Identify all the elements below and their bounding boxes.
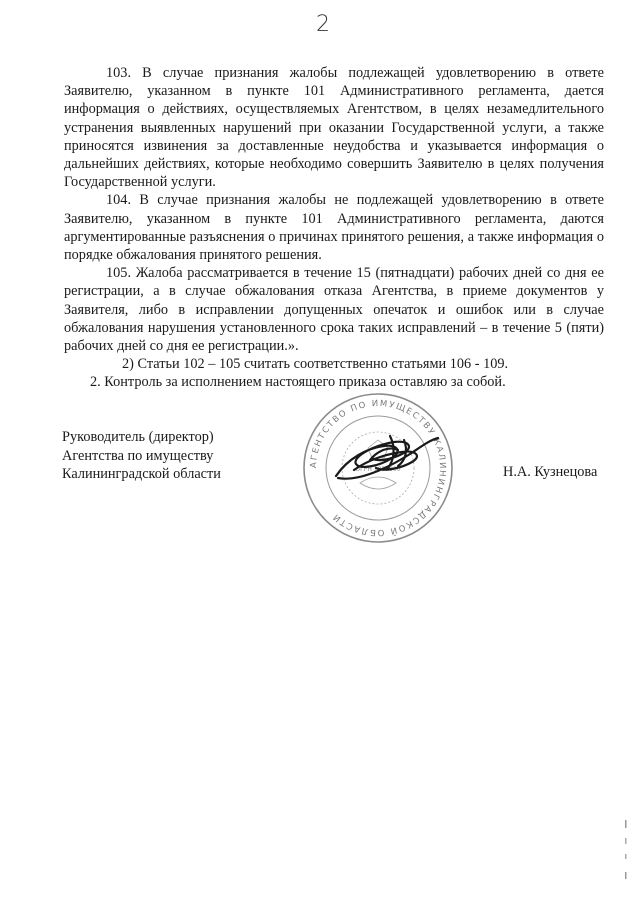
page-number: 2: [316, 12, 330, 37]
position-line: Калининградской области: [62, 466, 221, 482]
stamp-center-text: ОГРН 1023900: [355, 466, 401, 473]
document-body: [64, 64, 604, 392]
position-line: Руководитель (директор): [62, 429, 214, 445]
official-stamp: [298, 388, 458, 548]
paragraph-103: 103. В случае признания жалобы подлежащей удовлетворению в ответе Заявителю, указанном в пункте 101 Административного регламента, дается информация о действиях, осуществляемых Агентством, в целях незамедлительного устранения выявленных нарушений при оказании Государственной услуги, а также приносятся извинения за доставленные неудобства и указывается информация о дальнейших действиях, которые необходимо совершить Заявителю в целях получения Государственной услуги.: [64, 65, 604, 191]
stamp-ring-text: АГЕНТСТВО ПО ИМУЩЕСТВУ КАЛИНИНГРАДСКОЙ ОБЛАСТИ: [308, 398, 448, 538]
signatory-name: Н.А. Кузнецова: [503, 464, 598, 480]
paragraph-control: 2. Контроль за исполнением настоящего приказа оставляю за собой.: [90, 374, 506, 391]
paragraph-item-2-articles: 2) Статьи 102 – 105 считать соответственно статьями 106 - 109.: [122, 356, 509, 373]
signatory-position: [62, 428, 221, 484]
paragraph-104: 104. В случае признания жалобы не подлежащей удовлетворению в ответе Заявителю, указанном в пункте 101 Административного регламента, даются аргументированные разъяснения о причинах принятого решения, а также информация о порядке обжалования принятого решения.: [64, 192, 604, 264]
position-line: Агентства по имуществу: [62, 447, 214, 464]
scan-margin-marks: [624, 820, 628, 890]
paragraph-105: 105. Жалоба рассматривается в течение 15 (пятнадцати) рабочих дней со дня ее регистрации, а в случае обжалования отказа Агентства, в приеме документов у Заявителя, либо в исправлении допущенных опечаток и ошибок или в случае обжалования нарушения установленного срока таких исправлений – в течение 5 (пяти) рабочих дней со дня ее регистрации.».: [64, 265, 604, 355]
